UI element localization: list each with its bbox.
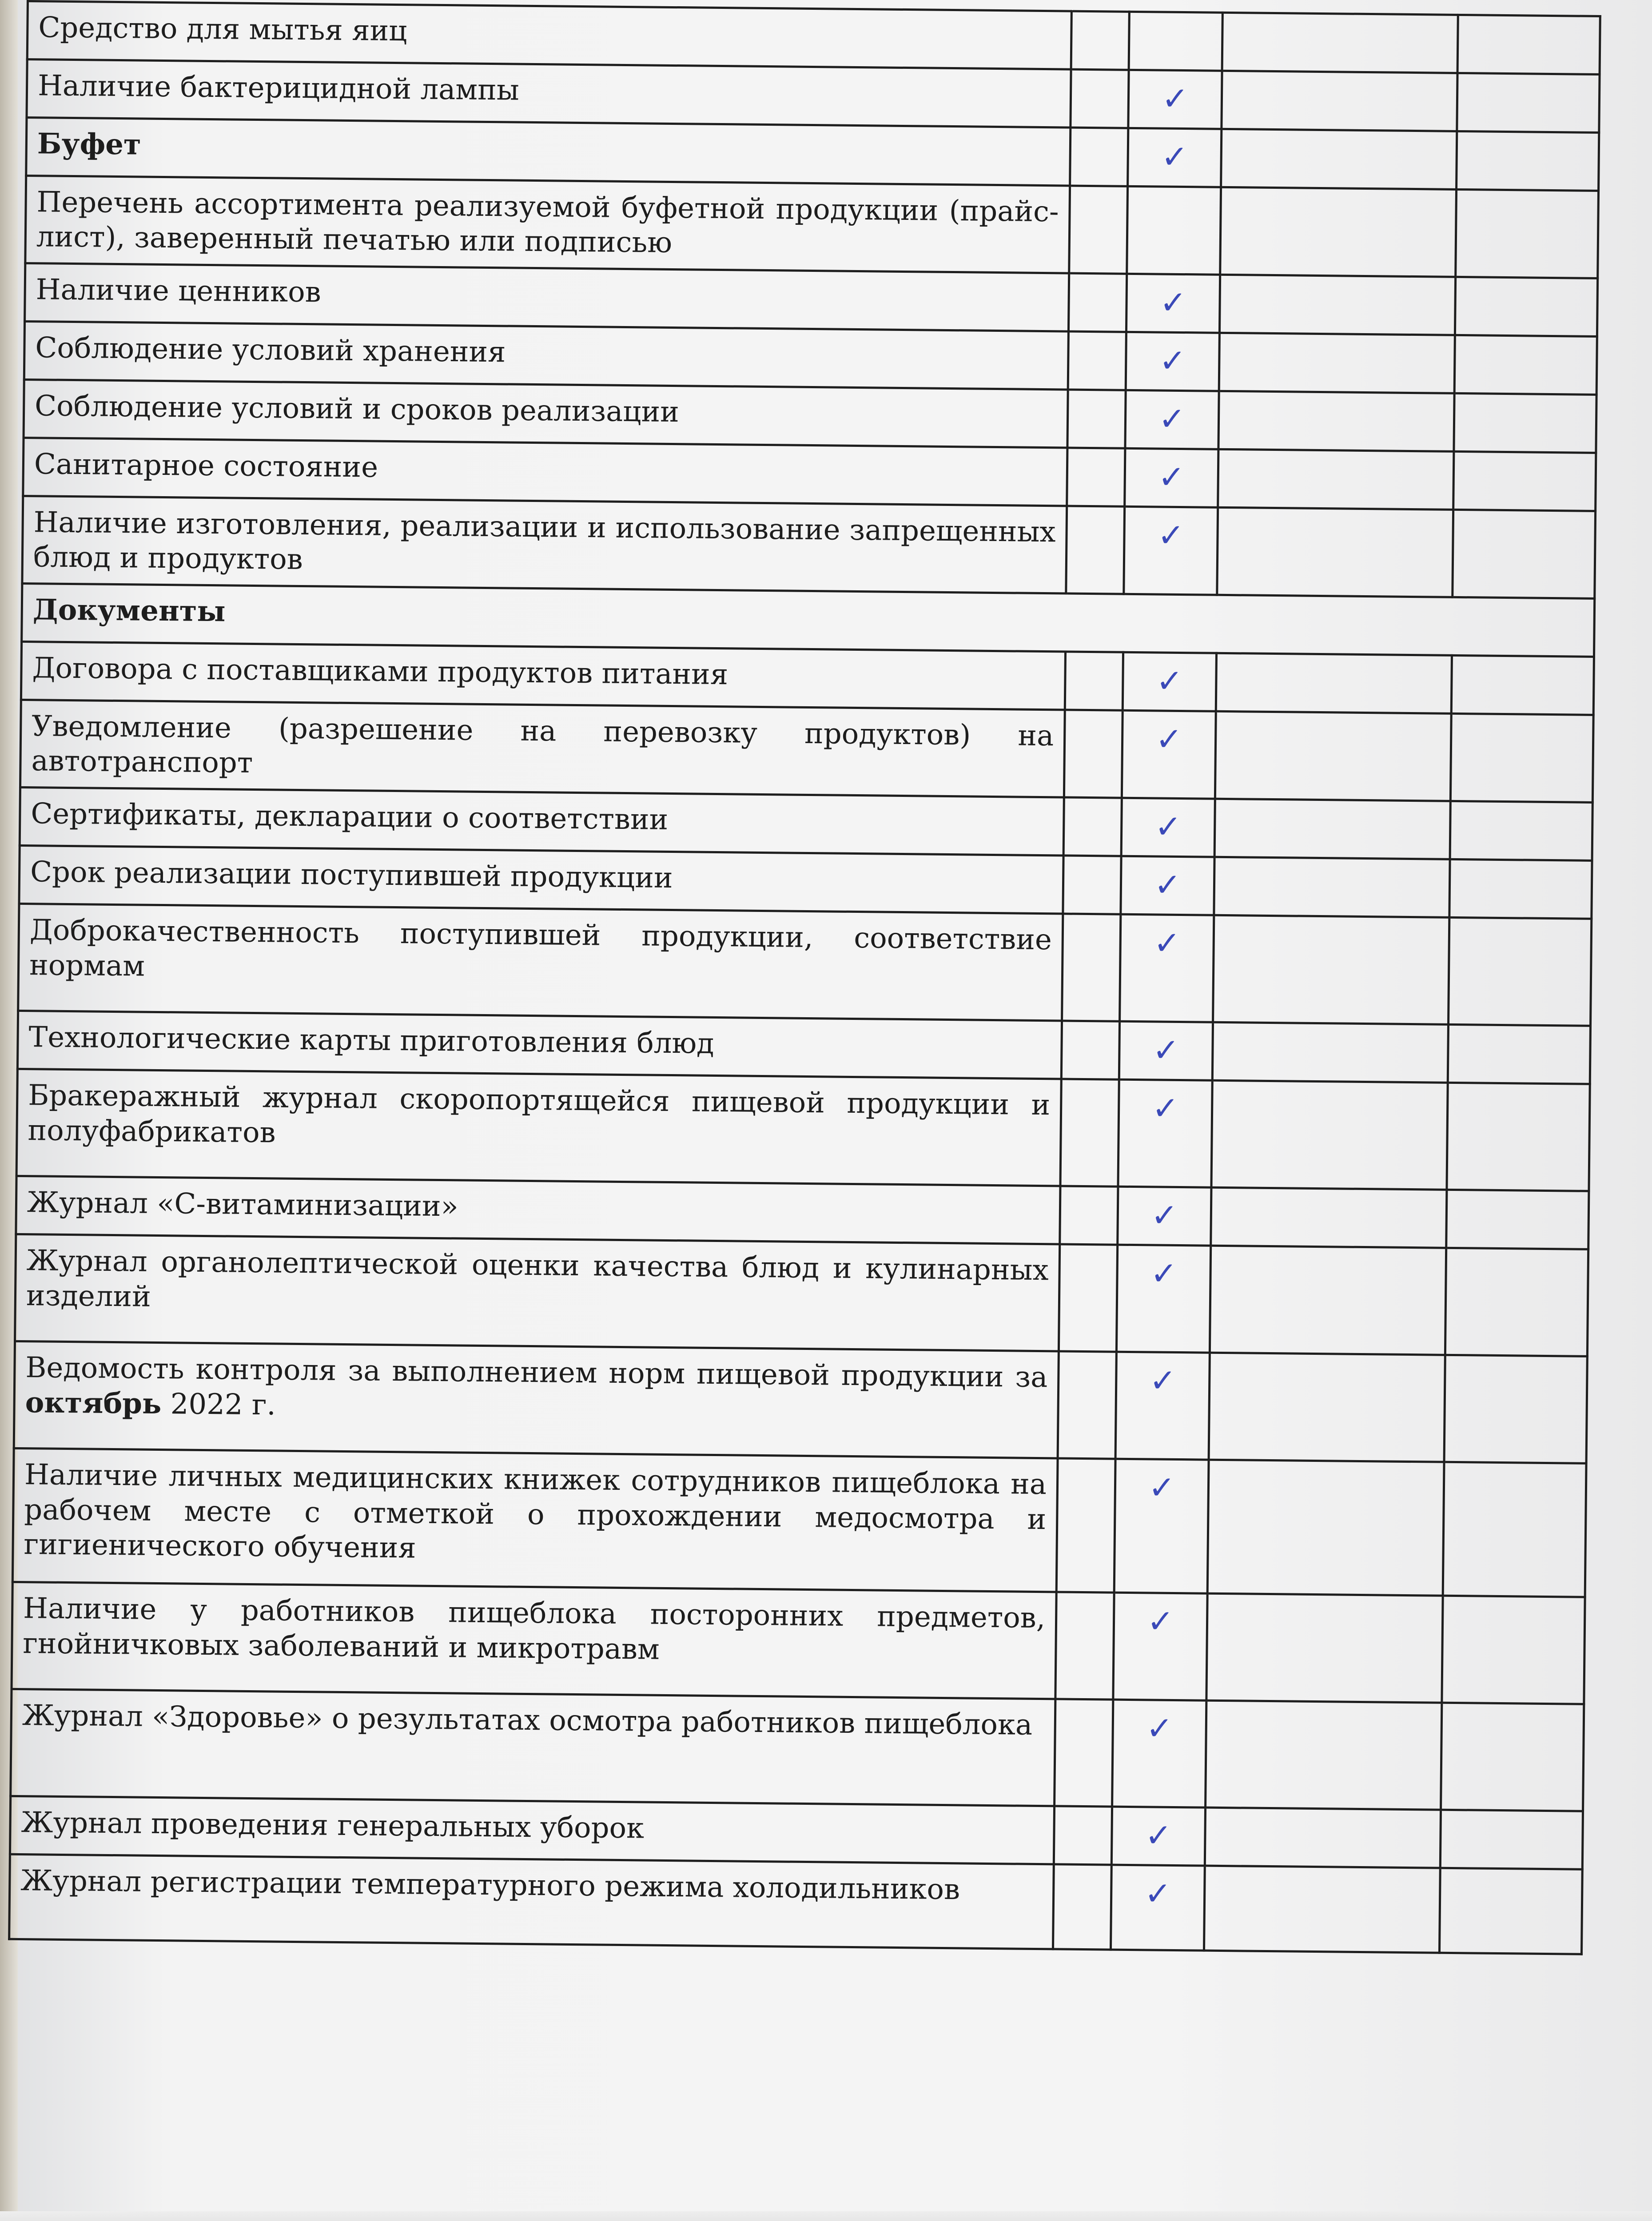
cell-col-c [1222, 71, 1457, 131]
table-row [9, 1855, 1583, 1954]
cell-col-c [1215, 712, 1451, 801]
check-mark-cell: ✓ [1123, 653, 1216, 712]
row-label: Доброкачественность поступившей продукции, соответствие нормам [18, 904, 1063, 1021]
row-label-tail: 2022 г. [161, 1387, 276, 1422]
cell-col-c [1205, 1808, 1441, 1868]
cell-col-d [1445, 1248, 1588, 1357]
row-label: Наличие бактерицидной лампы [27, 60, 1071, 128]
check-mark-cell: ✓ [1113, 1593, 1207, 1701]
cell-col-d [1449, 918, 1592, 1026]
inspection-checklist-table [8, 0, 1601, 1955]
cell-col-c [1206, 1701, 1442, 1810]
check-mark-cell: ✓ [1125, 448, 1218, 507]
row-label: Договора с поставщиками продуктов питания [21, 642, 1065, 710]
row-label: Наличие ценников [25, 263, 1069, 332]
check-mark-cell: ✓ [1121, 856, 1214, 915]
row-label: Соблюдение условий хранения [24, 322, 1068, 390]
cell-col-d [1443, 1462, 1586, 1597]
check-mark-cell: ✓ [1111, 1865, 1205, 1951]
cell-col-d [1455, 277, 1597, 337]
cell-col-d [1447, 1083, 1590, 1191]
row-label: Журнал органолептической оценки качества блюд и кулинарных изделий [15, 1234, 1060, 1352]
table-row [12, 1449, 1586, 1597]
row-label: Сертификаты, декларации о соответствии [20, 788, 1064, 856]
cell-col-a [1056, 1458, 1115, 1592]
cell-col-a [1062, 914, 1121, 1021]
table-row [22, 496, 1596, 599]
cell-col-c [1211, 1188, 1447, 1248]
cell-col-c [1218, 449, 1454, 509]
cell-col-a [1068, 331, 1126, 390]
check-mark-cell: ✓ [1116, 1245, 1210, 1353]
cell-col-d [1454, 335, 1597, 395]
check-mark-cell: ✓ [1114, 1459, 1209, 1594]
page-bottom-edge [0, 2211, 1652, 2221]
cell-col-c [1217, 507, 1453, 597]
check-mark-cell: ✓ [1118, 1187, 1211, 1246]
cell-col-a [1067, 448, 1125, 506]
check-mark-cell: ✓ [1125, 390, 1219, 449]
cell-col-c [1220, 187, 1457, 277]
table-row [11, 1689, 1584, 1811]
cell-col-a [1071, 69, 1129, 128]
table-row [12, 1582, 1585, 1704]
row-label: Бракеражный журнал скоропортящейся пищевой продукции и полуфабрикатов [16, 1069, 1061, 1186]
cell-col-c [1210, 1246, 1446, 1355]
row-label: Соблюдение условий и сроков реализации [24, 380, 1068, 448]
row-label: Журнал регистрации температурного режима холодильников [9, 1855, 1054, 1950]
row-label: Журнал «С-витаминизации» [16, 1176, 1060, 1245]
cell-col-a [1060, 1079, 1119, 1186]
cell-col-a [1064, 710, 1123, 798]
row-label: Технологические карты приготовления блюд [17, 1011, 1062, 1079]
cell-col-a [1058, 1351, 1116, 1459]
cell-col-a [1070, 127, 1128, 186]
cell-col-c [1219, 333, 1455, 393]
table-row [20, 700, 1593, 803]
row-label: Срок реализации поступившей продукции [19, 846, 1063, 914]
check-mark-cell: ✓ [1120, 915, 1214, 1023]
table-row [16, 1069, 1590, 1191]
cell-col-a [1071, 11, 1129, 70]
cell-col-d [1449, 860, 1592, 919]
row-label-text: Ведомость контроля за выполнением норм пищевой продукции за [25, 1351, 1048, 1394]
section-title: Буфет [26, 118, 1071, 186]
cell-col-c [1212, 1023, 1448, 1083]
cell-col-a [1055, 1592, 1114, 1700]
table-row [25, 176, 1599, 279]
check-mark-cell: ✓ [1115, 1352, 1210, 1460]
cell-col-d [1442, 1596, 1585, 1704]
check-mark-cell: ✓ [1126, 274, 1220, 333]
row-label: Перечень ассортимента реализуемой буфетной продукции (прайс-лист), заверенный печатью или подписью [25, 176, 1070, 274]
table-row [14, 1341, 1587, 1464]
cell-col-d [1441, 1703, 1584, 1811]
row-label: Санитарное состояние [23, 438, 1067, 506]
check-mark-cell: ✓ [1112, 1700, 1206, 1808]
row-label [14, 1341, 1059, 1459]
check-mark-cell: ✓ [1122, 711, 1216, 799]
cell-col-c [1206, 1594, 1443, 1703]
cell-col-a [1063, 856, 1121, 914]
cell-col-c [1214, 857, 1450, 918]
cell-col-a [1066, 506, 1125, 594]
cell-col-c [1218, 391, 1454, 451]
check-mark-cell: ✓ [1119, 1022, 1213, 1081]
cell-col-c [1207, 1460, 1444, 1596]
cell-col-d [1457, 131, 1599, 191]
cell-col-a [1060, 1186, 1118, 1245]
cell-col-a [1053, 1864, 1111, 1950]
cell-col-d [1439, 1868, 1582, 1954]
cell-col-d [1450, 714, 1593, 803]
check-mark-cell: ✓ [1128, 128, 1222, 187]
cell-col-a [1055, 1699, 1113, 1807]
check-mark-cell [1127, 186, 1221, 275]
cell-col-a [1054, 1806, 1112, 1865]
cell-col-c [1204, 1866, 1440, 1953]
check-mark-cell [1129, 12, 1222, 71]
cell-col-a [1061, 1021, 1119, 1079]
cell-col-d [1451, 656, 1594, 715]
cell-col-d [1448, 1025, 1590, 1084]
cell-col-d [1440, 1810, 1583, 1870]
cell-col-d [1456, 189, 1599, 278]
row-label: Наличие личных медицинских книжек сотрудников пищеблока на рабочем месте с отметкой о прохождении медосмотра и гигиенического обучения [12, 1449, 1058, 1592]
cell-col-c [1216, 653, 1452, 714]
cell-col-c [1209, 1353, 1445, 1462]
cell-col-d [1450, 801, 1592, 861]
cell-col-d [1446, 1190, 1589, 1250]
check-mark-cell: ✓ [1124, 506, 1218, 595]
row-label: Журнал «Здоровье» о результатах осмотра работников пищеблока [11, 1689, 1055, 1807]
cell-col-d [1444, 1355, 1587, 1464]
check-mark-cell: ✓ [1128, 70, 1222, 129]
table-row [18, 904, 1592, 1026]
cell-col-d [1454, 394, 1596, 453]
cell-col-c [1211, 1081, 1448, 1190]
row-label: Уведомление (разрешение на перевозку продуктов) на автотранспорт [20, 700, 1065, 798]
cell-col-c [1222, 12, 1458, 73]
cell-col-d [1453, 510, 1596, 599]
table-row [15, 1234, 1588, 1357]
cell-col-d [1457, 73, 1600, 132]
cell-col-a [1063, 797, 1122, 856]
cell-col-a [1069, 186, 1128, 274]
cell-col-c [1213, 915, 1449, 1025]
cell-col-c [1221, 129, 1457, 189]
row-label: Средство для мытья яиц [27, 1, 1071, 70]
check-mark-cell: ✓ [1121, 798, 1215, 857]
cell-col-c [1214, 799, 1450, 860]
check-mark-cell: ✓ [1111, 1807, 1205, 1866]
check-mark-cell: ✓ [1126, 332, 1219, 391]
row-label: Наличие у работников пищеблока посторонних предметов, гнойничковых заболеваний и микротравм [12, 1582, 1056, 1700]
checklist-sheet [5, 0, 1599, 2214]
cell-col-d [1453, 452, 1596, 511]
check-mark-cell: ✓ [1118, 1080, 1212, 1188]
cell-col-a [1065, 652, 1123, 710]
row-label: Наличие изготовления, реализации и использование запрещенных блюд и продуктов [22, 496, 1067, 594]
cell-col-a [1067, 390, 1126, 448]
cell-col-a [1068, 273, 1127, 332]
month-bold: октябрь [25, 1385, 162, 1421]
cell-col-a [1059, 1244, 1117, 1352]
section-title: Документы [22, 584, 1595, 657]
cell-col-c [1219, 275, 1455, 335]
row-label: Журнал проведения генеральных уборок [10, 1796, 1054, 1865]
cell-col-d [1457, 15, 1600, 74]
